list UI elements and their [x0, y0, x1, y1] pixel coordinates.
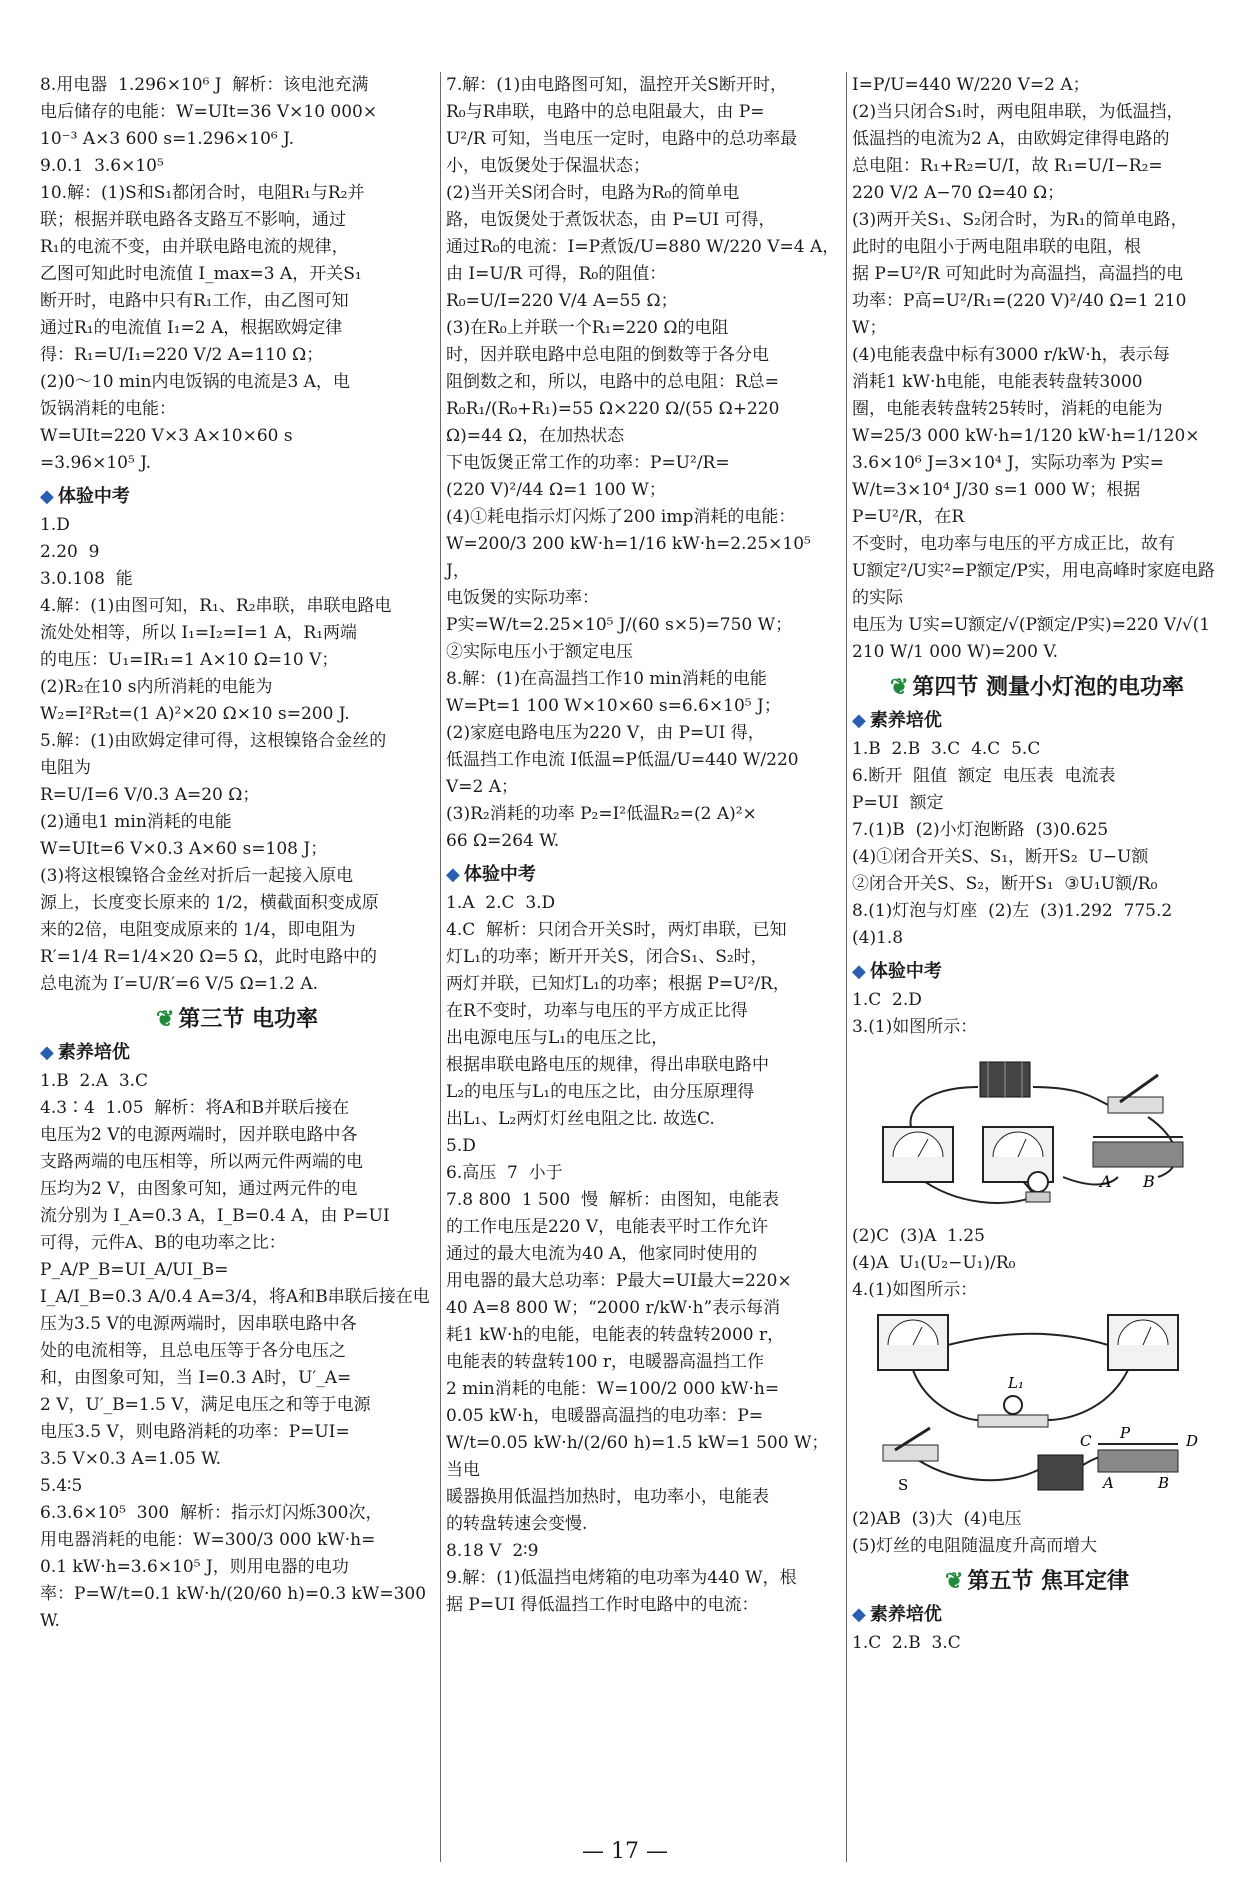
text-line: 两灯并联，已知灯L₁的功率；根据 P=U²/R，	[446, 974, 790, 994]
text-line: 源上，长度变长原来的 1/2，横截面积变成原	[40, 893, 379, 913]
bulb-icon	[1026, 1172, 1050, 1202]
text-line: 电后储存的电能：W=UIt=36 V×10 000×	[40, 102, 378, 122]
text-line: ②实际电压小于额定电压	[446, 642, 633, 662]
bulb-icon	[978, 1396, 1048, 1427]
text-line: W=200/3 200 kW·h=1/16 kW·h=2.25×10⁵ J，	[446, 534, 817, 581]
text-line: W=UIt=220 V×3 A×10×60 s	[40, 426, 293, 446]
text-line: 小，电饭煲处于保温状态；	[446, 156, 650, 176]
diamond-icon: ◆	[40, 1042, 54, 1063]
column-divider	[440, 72, 441, 1862]
section-title: ❦ 第五节 焦耳定律	[944, 1568, 1130, 1594]
text-line: 通过R₀的电流：I=P煮饭/U=880 W/220 V=4 A，	[446, 237, 840, 257]
text-line: 用电器的最大总功率：P最大=UI最大=220×	[446, 1271, 792, 1291]
diamond-icon: ◆	[852, 961, 866, 982]
text-line: R₁的电流不变，由并联电路电流的规律，	[40, 237, 349, 257]
text-line: 3.0.108 能	[40, 569, 133, 589]
text-line: 通过R₁的电流值 I₁=2 A，根据欧姆定律	[40, 318, 343, 338]
text-line: (220 V)²/44 Ω=1 100 W；	[446, 480, 666, 500]
text-line: 3.5 V×0.3 A=1.05 W.	[40, 1449, 222, 1469]
text-line: 1.A 2.C 3.D	[446, 893, 556, 913]
text-line: 9.解：(1)低温挡电烤箱的电功率为440 W，根	[446, 1568, 797, 1588]
text-line: 路，电饭煲处于煮饭状态，由 P=UI 可得，	[446, 210, 776, 230]
text-line: (4)1.8	[852, 928, 904, 948]
text-line: 8.解：(1)在高温挡工作10 min消耗的电能	[446, 669, 767, 689]
text-line: 0.1 kW·h=3.6×10⁵ J，则用电器的电功	[40, 1557, 349, 1577]
text-line: (2)当只闭合S₁时，两电阻串联，为低温挡，	[852, 102, 1184, 122]
text-line: 电能表的转盘转100 r，电暖器高温挡工作	[446, 1352, 764, 1372]
text-line: 1.D	[40, 515, 70, 535]
subheading: ◆ 素养培优	[852, 710, 942, 731]
text-line: 低温挡工作电流 I低温=P低温/U=440 W/220 V=2 A；	[446, 750, 805, 797]
answers-block	[852, 1506, 1222, 1560]
text-line: 1.B 2.A 3.C	[40, 1071, 149, 1091]
text-line: (4)①闭合开关S、S₁，断开S₂ U−U额	[852, 847, 1149, 867]
text-line: 7.8 800 1 500 慢 解析：由图知，电能表	[446, 1190, 779, 1210]
text-line: (3)R₂消耗的功率 P₂=I²低温R₂=(2 A)²×	[446, 804, 757, 824]
text-line: 灯L₁的功率；断开开关S，闭合S₁、S₂时，	[446, 947, 768, 967]
text-line: (2)0～10 min内电饭锅的电流是3 A，电	[40, 372, 350, 392]
text-line: 3.6×10⁶ J=3×10⁴ J，实际功率为 P实=	[852, 453, 1165, 473]
text-line: (3)在R₀上并联一个R₁=220 Ω的电阻	[446, 318, 729, 338]
text-line: R₀与R串联，电路中的总电阻最大，由 P=	[446, 102, 765, 122]
text-line: 支路两端的电压相等，所以两元件两端的电	[40, 1152, 363, 1172]
diamond-icon: ◆	[852, 710, 866, 731]
text-line: 的工作电压是220 V，电能表平时工作允许	[446, 1217, 769, 1237]
circuit-figure-2	[858, 1310, 1208, 1500]
text-line: 率：P=W/t=0.1 kW·h/(20/60 h)=0.3 kW=300 W.	[40, 1584, 432, 1631]
text-line: 此时的电阻小于两电阻串联的电阻，根	[852, 237, 1141, 257]
text-line: 来的2倍，电阻变成原来的 1/4，即电阻为	[40, 920, 356, 940]
switch-icon	[1108, 1075, 1163, 1113]
text-line: 处的电流相等，且总电压等于各分电压之	[40, 1341, 346, 1361]
text-line: R₀R₁/(R₀+R₁)=55 Ω×220 Ω/(55 Ω+220 Ω)=44 Ω，在加热状态	[446, 399, 785, 446]
text-line: 总电阻：R₁+R₂=U/I，故 R₁=U/I−R₂=	[852, 156, 1163, 176]
figure-label: A	[1100, 1172, 1112, 1191]
text-line: 10⁻³ A×3 600 s=1.296×10⁶ J.	[40, 129, 295, 149]
text-line: (2)家庭电路电压为220 V，由 P=UI 得，	[446, 723, 765, 743]
diamond-icon: ◆	[852, 1604, 866, 1625]
answers-block	[40, 72, 434, 477]
text-line: 消耗1 kW·h电能，电能表转盘转3000	[852, 372, 1143, 392]
text-line: 8.18 V 2∶9	[446, 1541, 539, 1561]
text-line: U额定²/U实²=P额定/P实，用电高峰时家庭电路的实际	[852, 561, 1215, 608]
text-line: 8.(1)灯泡与灯座 (2)左 (3)1.292 775.2	[852, 901, 1173, 921]
text-line: 据 P=U²/R 可知此时为高温挡，高温挡的电	[852, 264, 1184, 284]
text-line: 7.解：(1)由电路图可知，温控开关S断开时，	[446, 75, 787, 95]
answers-block	[446, 72, 840, 855]
rheostat-icon	[1093, 1137, 1183, 1167]
subheading: ◆ 体验中考	[40, 486, 130, 507]
answers-block	[40, 512, 434, 998]
text-line: 耗1 kW·h的电能，电能表的转盘转2000 r，	[446, 1325, 785, 1345]
text-line: 5.解：(1)由欧姆定律可得，这根镍铬合金丝的	[40, 731, 387, 751]
switch-icon	[883, 1428, 938, 1461]
text-line: R₀=U/I=220 V/4 A=55 Ω；	[446, 291, 678, 311]
section-title: ❦ 第四节 测量小灯泡的电功率	[889, 674, 1185, 700]
text-line: 压为3.5 V的电源两端时，因串联电路中各	[40, 1314, 357, 1334]
text-line: W=Pt=1 100 W×10×60 s=6.6×10⁵ J；	[446, 696, 781, 716]
text-line: W₂=I²R₂t=(1 A)²×20 Ω×10 s=200 J.	[40, 704, 350, 724]
text-line: 可得，元件A、B的电功率之比：P_A/P_B=UI_A/UI_B=	[40, 1233, 286, 1280]
text-line: 220 V/2 A−70 Ω=40 Ω；	[852, 183, 1065, 203]
text-line: (4)A U₁(U₂−U₁)/R₀	[852, 1253, 1016, 1273]
figure-label: S	[898, 1476, 909, 1494]
leaf-icon: ❦	[889, 674, 909, 700]
answers-block	[852, 72, 1222, 666]
text-line: 电压为 U实=U额定/√(P额定/P实)=220 V/√(1 210 W/1 000 W)=200 V.	[852, 615, 1216, 662]
section-title: ❦ 第三节 电功率	[155, 1006, 319, 1032]
text-line: R=U/I=6 V/0.3 A=20 Ω；	[40, 785, 260, 805]
text-line: 66 Ω=264 W.	[446, 831, 560, 851]
text-line: (3)两开关S₁、S₂闭合时，为R₁的简单电路，	[852, 210, 1188, 230]
text-line: 用电器消耗的电能：W=300/3 000 kW·h=	[40, 1530, 376, 1550]
leaf-icon: ❦	[944, 1568, 964, 1594]
text-line: I_A/I_B=0.3 A/0.4 A=3/4，将A和B串联后接在电	[40, 1287, 430, 1307]
diamond-icon: ◆	[446, 864, 460, 885]
text-line: 出L₁、L₂两灯灯丝电阻之比. 故选C.	[446, 1109, 715, 1129]
page-number: — 17 —	[582, 1839, 668, 1864]
text-line: 4.(1)如图所示：	[852, 1280, 978, 1300]
subheading: ◆ 体验中考	[852, 961, 942, 982]
figure-label: L₁	[1008, 1374, 1024, 1392]
text-line: 2 min消耗的电能：W=100/2 000 kW·h=	[446, 1379, 780, 1399]
text-line: 功率：P高=U²/R₁=(220 V)²/40 Ω=1 210 W；	[852, 291, 1192, 338]
text-line: 电饭煲的实际功率：	[446, 588, 599, 608]
text-line: (2)当开关S闭合时，电路为R₀的简单电	[446, 183, 740, 203]
text-line: (2)AB (3)大 (4)电压	[852, 1509, 1022, 1529]
diamond-icon: ◆	[40, 486, 54, 507]
circuit-figure-1	[858, 1047, 1208, 1217]
column-2	[446, 72, 840, 1619]
text-line: W/t=0.05 kW·h/(2/60 h)=1.5 kW=1 500 W；当电	[446, 1433, 829, 1480]
text-line: L₂的电压与L₁的电压之比，由分压原理得	[446, 1082, 755, 1102]
battery-icon	[1038, 1455, 1083, 1490]
text-line: 流分别为 I_A=0.3 A，I_B=0.4 A，由 P=UI	[40, 1206, 390, 1226]
text-line: 不变时，电功率与电压的平方成正比，故有	[852, 534, 1175, 554]
text-line: 的转盘转速会变慢.	[446, 1514, 588, 1534]
text-line: 7.(1)B (2)小灯泡断路 (3)0.625	[852, 820, 1109, 840]
text-line: 电阻为	[40, 758, 91, 778]
text-line: (3)将这根镍铬合金丝对折后一起接入原电	[40, 866, 354, 886]
text-line: 0.05 kW·h，电暖器高温挡的电功率：P=	[446, 1406, 764, 1426]
rheostat-icon	[1098, 1444, 1178, 1472]
text-line: U²/R 可知，当电压一定时，电路中的总功率最	[446, 129, 798, 149]
text-line: 4.解：(1)由图可知，R₁、R₂串联，串联电路电	[40, 596, 392, 616]
text-line: 电压3.5 V，则电路消耗的功率：P=UI=	[40, 1422, 350, 1442]
text-line: 40 A=8 800 W；“2000 r/kW·h”表示每消	[446, 1298, 781, 1318]
text-line: =3.96×10⁵ J.	[40, 453, 152, 473]
text-line: 压均为2 V，由图象可知，通过两元件的电	[40, 1179, 358, 1199]
text-line: 和，由图象可知，当 I=0.3 A时，U′_A=	[40, 1368, 352, 1388]
text-line: 6.3.6×10⁵ 300 解析：指示灯闪烁300次，	[40, 1503, 383, 1523]
subheading: ◆ 体验中考	[446, 864, 536, 885]
text-line: (4)①耗电指示灯闪烁了200 imp消耗的电能：	[446, 507, 796, 527]
text-line: 总电流为 I′=U/R′=6 V/5 Ω=1.2 A.	[40, 974, 319, 994]
text-line: 4.3∶4 1.05 解析：将A和B并联后接在	[40, 1098, 350, 1118]
text-line: ②闭合开关S、S₂，断开S₁ ③U₁U额/R₀	[852, 874, 1158, 894]
text-line: 5.D	[446, 1136, 476, 1156]
ammeter-icon	[878, 1315, 948, 1370]
text-line: 阻倒数之和，所以，电路中的总电阻：R总=	[446, 372, 780, 392]
text-line: 1.C 2.B 3.C	[852, 1633, 961, 1653]
text-line: 时，因并联电路中总电阻的倒数等于各分电	[446, 345, 769, 365]
text-line: P=UI 额定	[852, 793, 944, 813]
text-line: I=P/U=440 W/220 V=2 A；	[852, 75, 1090, 95]
text-line: 下电饭煲正常工作的功率：P=U²/R=	[446, 453, 730, 473]
text-line: P实=W/t=2.25×10⁵ J/(60 s×5)=750 W；	[446, 615, 793, 635]
text-line: 4.C 解析：只闭合开关S时，两灯串联，已知	[446, 920, 787, 940]
text-line: 2 V，U′_B=1.5 V，满足电压之和等于电源	[40, 1395, 371, 1415]
text-line: 8.用电器 1.296×10⁶ J 解析：该电池充满	[40, 75, 369, 95]
text-line: R′=1/4 R=1/4×20 Ω=5 Ω，此时电路中的	[40, 947, 378, 967]
text-line: 低温挡的电流为2 A，由欧姆定律得电路的	[852, 129, 1170, 149]
text-line: 9.0.1 3.6×10⁵	[40, 156, 164, 176]
text-line: 乙图可知此时电流值 I_max=3 A，开关S₁	[40, 264, 362, 284]
subheading: ◆ 素养培优	[852, 1604, 942, 1625]
text-line: 电压为2 V的电源两端时，因并联电路中各	[40, 1125, 358, 1145]
text-line: (4)电能表盘中标有3000 r/kW·h，表示每	[852, 345, 1170, 365]
column-3	[852, 72, 1222, 1657]
text-line: 联；根据并联电路各支路互不影响，通过	[40, 210, 346, 230]
answers-block	[40, 1068, 434, 1635]
text-line: 得：R₁=U/I₁=220 V/2 A=110 Ω；	[40, 345, 324, 365]
figure-label: A	[1103, 1474, 1114, 1492]
text-line: W/t=3×10⁴ J/30 s=1 000 W；根据 P=U²/R，在R	[852, 480, 1146, 527]
text-line: 1.C 2.D	[852, 990, 922, 1010]
figure-label: P	[1120, 1424, 1131, 1442]
subheading: ◆ 素养培优	[40, 1042, 130, 1063]
text-line: 由 I=U/R 可得，R₀的阻值：	[446, 264, 667, 284]
text-line: 据 P=UI 得低温挡工作时电路中的电流：	[446, 1595, 759, 1615]
answers-block	[852, 736, 1222, 952]
text-line: 通过的最大电流为40 A，他家同时使用的	[446, 1244, 758, 1264]
text-line: 6.高压 7 小于	[446, 1163, 563, 1183]
text-line: (2)C (3)A 1.25	[852, 1226, 985, 1246]
text-line: 断开时，电路中只有R₁工作，由乙图可知	[40, 291, 349, 311]
text-line: 6.断开 阻值 额定 电压表 电流表	[852, 766, 1116, 786]
answers-block	[446, 890, 840, 1619]
text-line: 流处处相等，所以 I₁=I₂=I=1 A，R₁两端	[40, 623, 358, 643]
text-line: 根据串联电路电压的规律，得出串联电路中	[446, 1055, 769, 1075]
text-line: 饭锅消耗的电能：	[40, 399, 176, 419]
text-line: 3.(1)如图所示：	[852, 1017, 978, 1037]
figure-label: C	[1080, 1432, 1092, 1450]
answers-block	[852, 1630, 1222, 1657]
text-line: 圈，电能表转盘转25转时，消耗的电能为	[852, 399, 1163, 419]
text-line: 2.20 9	[40, 542, 100, 562]
column-divider	[846, 72, 847, 1862]
text-line: (2)通电1 min消耗的电能	[40, 812, 232, 832]
answers-block	[852, 987, 1222, 1041]
text-line: 的电压：U₁=IR₁=1 A×10 Ω=10 V；	[40, 650, 339, 670]
text-line: 暖器换用低温挡加热时，电功率小，电能表	[446, 1487, 769, 1507]
text-line: 10.解：(1)S和S₁都闭合时，电阻R₁与R₂并	[40, 183, 365, 203]
answers-block	[852, 1223, 1222, 1304]
figure-label: B	[1143, 1172, 1155, 1191]
text-line: 在R不变时，功率与电压的平方成正比得	[446, 1001, 748, 1021]
text-line: W=UIt=6 V×0.3 A×60 s=108 J；	[40, 839, 328, 859]
text-line: 1.B 2.B 3.C 4.C 5.C	[852, 739, 1041, 759]
text-line: (2)R₂在10 s内所消耗的电能为	[40, 677, 273, 697]
voltmeter-icon	[1108, 1315, 1178, 1370]
figure-label: B	[1158, 1474, 1170, 1492]
leaf-icon: ❦	[155, 1006, 175, 1032]
text-line: 出电源电压与L₁的电压之比，	[446, 1028, 669, 1048]
figure-label: D	[1186, 1432, 1199, 1450]
text-line: W=25/3 000 kW·h=1/120 kW·h=1/120×	[852, 426, 1200, 446]
ammeter-icon	[883, 1127, 953, 1182]
text-line: 5.4∶5	[40, 1476, 83, 1496]
column-1	[40, 72, 434, 1635]
text-line: (5)灯丝的电阻随温度升高而增大	[852, 1536, 1098, 1556]
